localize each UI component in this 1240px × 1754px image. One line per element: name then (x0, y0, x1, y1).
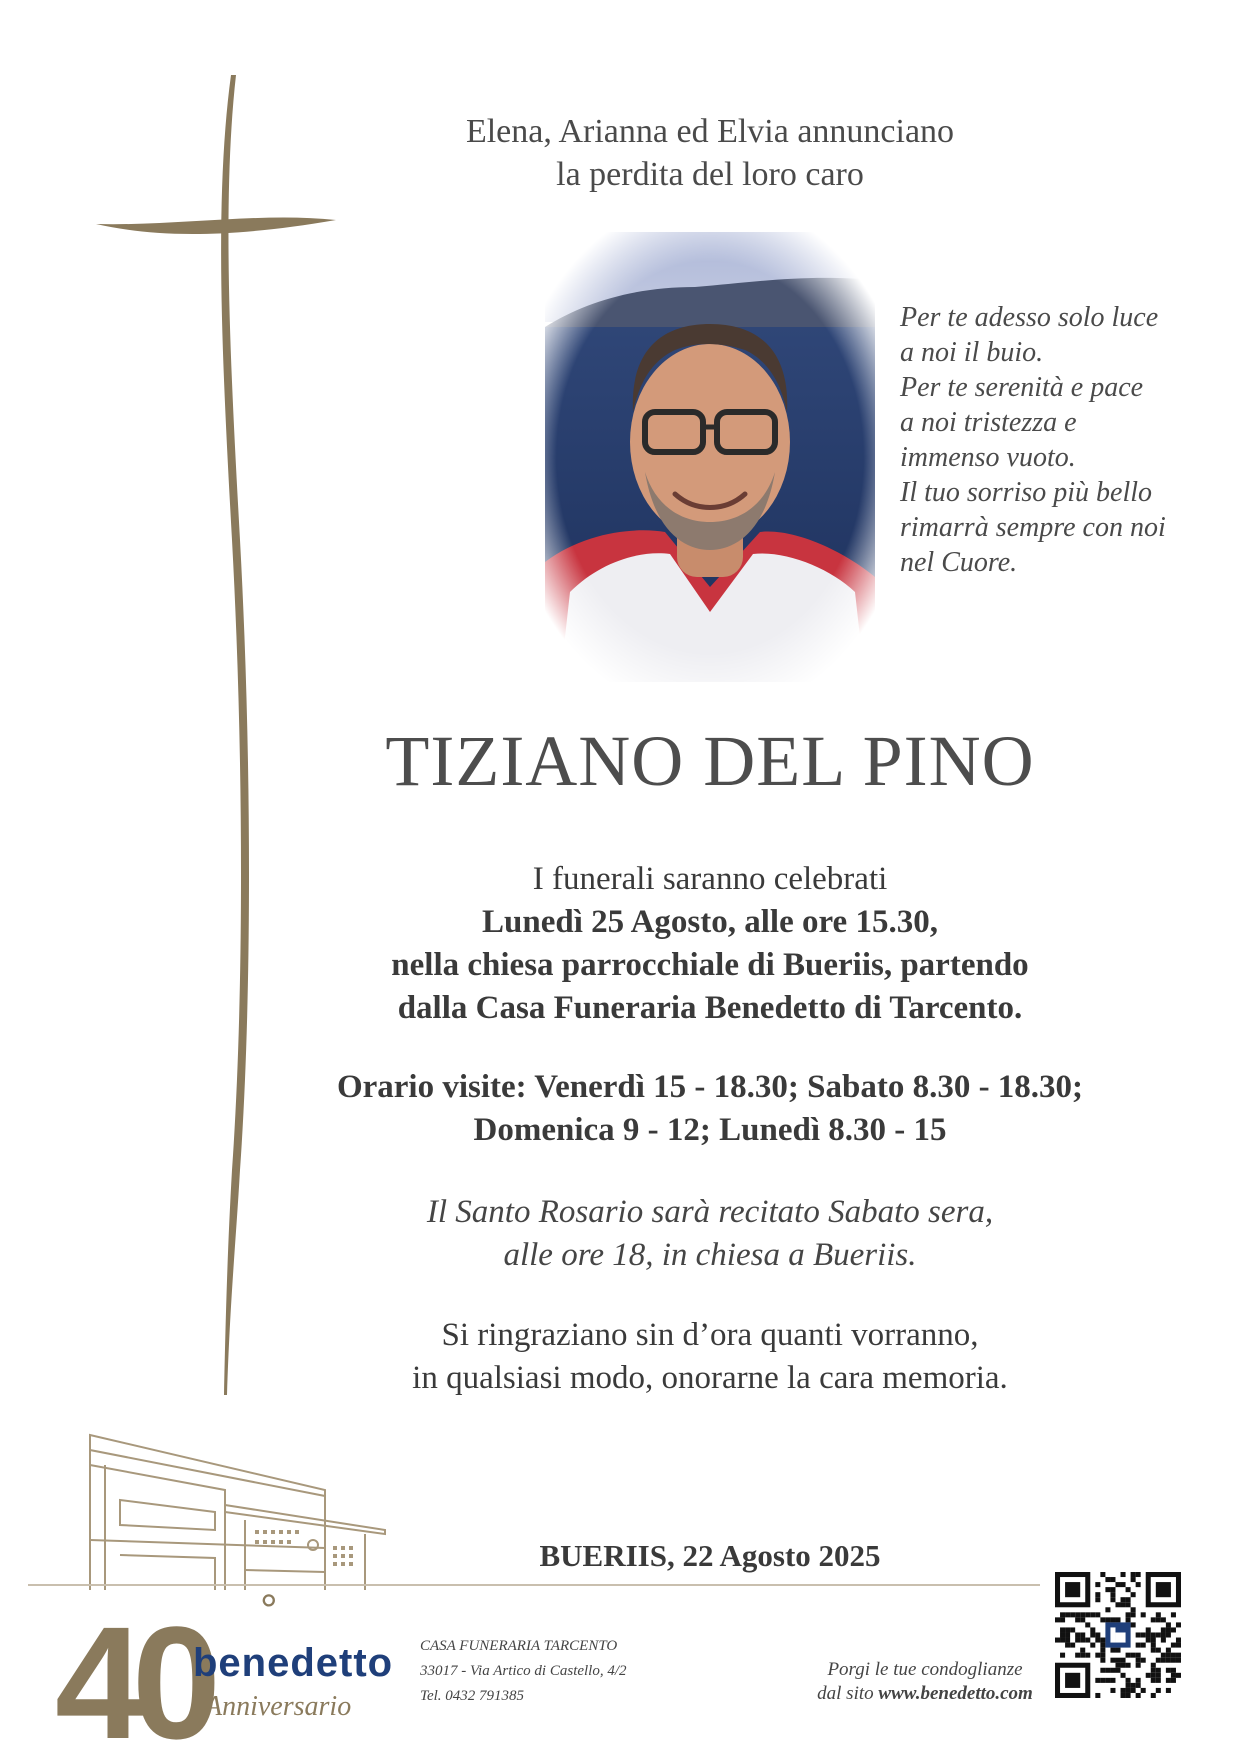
announcement-line: la perdita del loro caro (556, 156, 864, 193)
condolences-prefix: dal sito (817, 1683, 879, 1704)
logo-brand: benedetto (193, 1641, 394, 1685)
visiting-hours-line: Orario visite: Venerdì 15 - 18.30; Sabato 8.30 - 18.30; (336, 1069, 1084, 1105)
deceased-photo (545, 232, 875, 682)
poem (900, 300, 1220, 580)
logo-tagline: Anniversario (205, 1691, 352, 1722)
funeral-line: nella chiesa parrocchiale di Bueriis, partendo (391, 947, 1029, 983)
thanks-note (240, 1314, 1180, 1400)
thanks-line: Si ringraziano sin d’ora quanti vorranno, (441, 1317, 979, 1353)
address-line: Tel. 0432 791385 (420, 1688, 525, 1704)
poem-line: Per te adesso solo luce (900, 302, 1159, 333)
announcement-line: Elena, Arianna ed Elvia annunciano (465, 113, 955, 150)
funeral-intro: I funerali saranno celebrati (532, 861, 888, 897)
cross-decoration (0, 0, 360, 1400)
poem-line: Il tuo sorriso più bello (900, 477, 1153, 508)
condolences-text: Porgi le tue condoglianze (827, 1659, 1023, 1680)
rosary-line: alle ore 18, in chiesa a Bueriis. (503, 1237, 917, 1273)
deceased-name: TIZIANO DEL PINO (385, 721, 1035, 801)
thanks-line: in qualsiasi modo, onorarne la cara memoria. (412, 1360, 1008, 1396)
logo-number: 40 (55, 1593, 209, 1745)
rosary-line: Il Santo Rosario sarà recitato Sabato sera, (426, 1194, 994, 1230)
photo-face (630, 344, 790, 540)
poem-line: rimarrà sempre con noi (900, 512, 1166, 543)
poem-line: nel Cuore. (900, 547, 1018, 578)
poem-line: immenso vuoto. (900, 442, 1076, 473)
poem-line: a noi tristezza e (900, 407, 1077, 438)
funeral-line: dalla Casa Funeraria Benedetto di Tarcento. (397, 990, 1023, 1026)
rosary-info (240, 1191, 1180, 1277)
address-line: 33017 - Via Artico di Castello, 4/2 (420, 1663, 627, 1679)
logo-degree: ° (260, 1586, 278, 1635)
condolences-site-line (795, 1682, 1055, 1706)
funeral-line: Lunedì 25 Agosto, alle ore 15.30, (482, 904, 938, 940)
visiting-hours-line: Domenica 9 - 12; Lunedì 8.30 - 15 (473, 1112, 947, 1148)
poem-line: a noi il buio. (900, 337, 1044, 368)
qr-code-icon[interactable] (1055, 1572, 1181, 1698)
benedetto-40-logo (55, 1570, 395, 1745)
cross-horizontal (96, 218, 336, 234)
condolences-site-link[interactable]: www.benedetto.com (878, 1683, 1033, 1704)
funeral-home-address (420, 1634, 627, 1709)
condolences-note (795, 1658, 1055, 1706)
funeral-info (240, 858, 1180, 1030)
visiting-hours (240, 1066, 1180, 1152)
poem-line: Per te serenità e pace (900, 372, 1144, 403)
announcement (380, 110, 1040, 196)
address-line: CASA FUNERARIA TARCENTO (420, 1638, 618, 1654)
place-date: BUERIIS, 22 Agosto 2025 (539, 1538, 881, 1573)
